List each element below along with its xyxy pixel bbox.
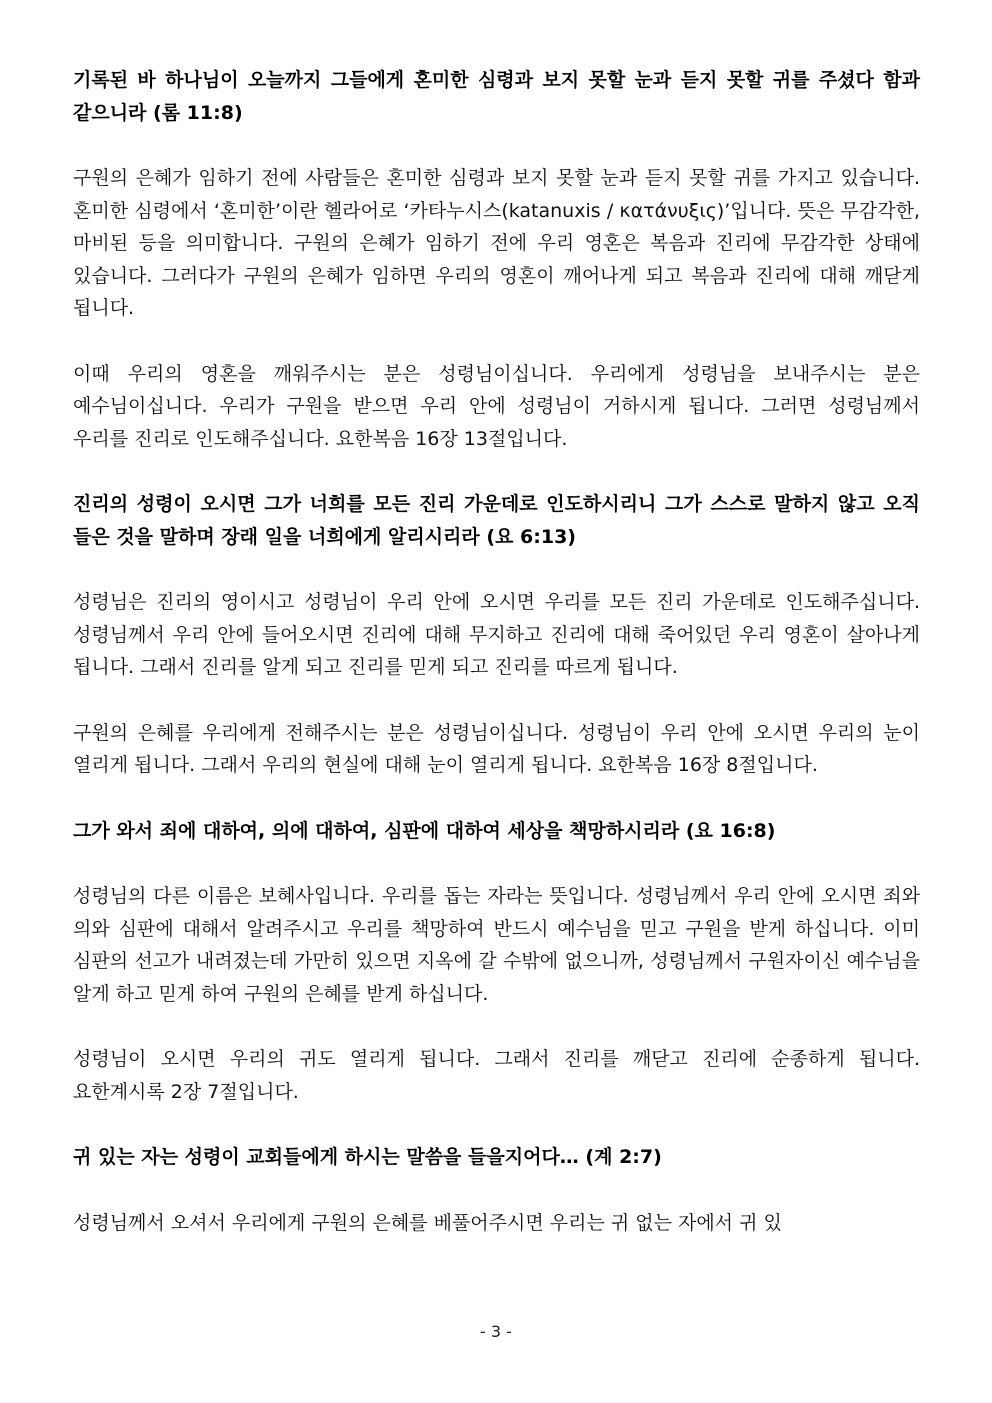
- body-paragraph: 성령님께서 오셔서 우리에게 구원의 은혜를 베풀어주시면 우리는 귀 없는 자에서 귀 있: [73, 1211, 782, 1234]
- document-page: [73, 64, 920, 1272]
- scripture-verse-rom-11-8: 기록된 바 하나님이 오늘까지 그들에게 혼미한 심령과 보지 못할 눈과 듣지 못할 귀를 주셨다 함과 같으니라 (롬 11:8): [73, 69, 920, 124]
- page-number: - 3 -: [480, 1322, 512, 1341]
- body-paragraph: 이때 우리의 영혼을 깨워주시는 분은 성령님이십니다. 우리에게 성령님을 보내주시는 분은 예수님이십니다. 우리가 구원을 받으면 우리 안에 성령님이 거하시게 됩니다. 그러면 성령님께서 우리를 진리로 인도해주십니다. 요한복음 16장 13절입니다.: [73, 362, 920, 450]
- body-paragraph: 성령님의 다른 이름은 보혜사입니다. 우리를 돕는 자라는 뜻입니다. 성령님께서 우리 안에 오시면 죄와 의와 심판에 대해서 알려주시고 우리를 책망하여 반드시 예수님을 믿고 구원을 받게 하십니다. 이미 심판의 선고가 내려졌는데 가만히 있으면 지옥에 갈 수밖에 없으니까, 성령님께서 구원자이신 예수님을 알게 하고 믿게 하여 구원의 은혜를 받게 하십니다.: [73, 885, 920, 1005]
- body-paragraph: 구원의 은혜가 임하기 전에 사람들은 혼미한 심령과 보지 못할 눈과 듣지 못할 귀를 가지고 있습니다. 혼미한 심령에서 ‘혼미한’이란 헬라어로 ‘카타누시스(katanuxis / κατάνυξις)’입니다. 뜻은 무감각한, 마비된 등을 의미합니다. 구원의 은혜가 임하기 전에 우리 영혼은 복음과 진리에 무감각한 상태에 있습니다. 그러다가 구원의 은혜가 임하면 우리의 영혼이 깨어나게 되고 복음과 진리에 대해 깨닫게 됩니다.: [73, 167, 920, 319]
- scripture-verse-rev-2-7: 귀 있는 자는 성령이 교회들에게 하시는 말씀을 들을지어다… (계 2:7): [73, 1146, 662, 1168]
- body-paragraph: 성령님은 진리의 영이시고 성령님이 우리 안에 오시면 우리를 모든 진리 가운데로 인도해주십니다. 성령님께서 우리 안에 들어오시면 진리에 대해 무지하고 진리에 대해 죽어있던 우리 영혼이 살아나게 됩니다. 그래서 진리를 알게 되고 진리를 믿게 되고 진리를 따르게 됩니다.: [73, 591, 920, 678]
- body-paragraph: 구원의 은혜를 우리에게 전해주시는 분은 성령님이십니다. 성령님이 우리 안에 오시면 우리의 눈이 열리게 됩니다. 그래서 우리의 현실에 대해 눈이 열리게 됩니다. 요한복음 16장 8절입니다.: [73, 721, 920, 776]
- body-paragraph: 성령님이 오시면 우리의 귀도 열리게 됩니다. 그래서 진리를 깨닫고 진리에 순종하게 됩니다. 요한계시록 2장 7절입니다.: [73, 1048, 920, 1103]
- scripture-verse-jn-16-8: 그가 와서 죄에 대하여, 의에 대하여, 심판에 대하여 세상을 책망하시리라 (요 16:8): [73, 819, 776, 842]
- scripture-verse-jn-6-13: 진리의 성령이 오시면 그가 너희를 모든 진리 가운데로 인도하시리니 그가 스스로 말하지 않고 오직 들은 것을 말하며 장래 일을 너희에게 알리시리라 (요 6:13): [73, 493, 920, 548]
